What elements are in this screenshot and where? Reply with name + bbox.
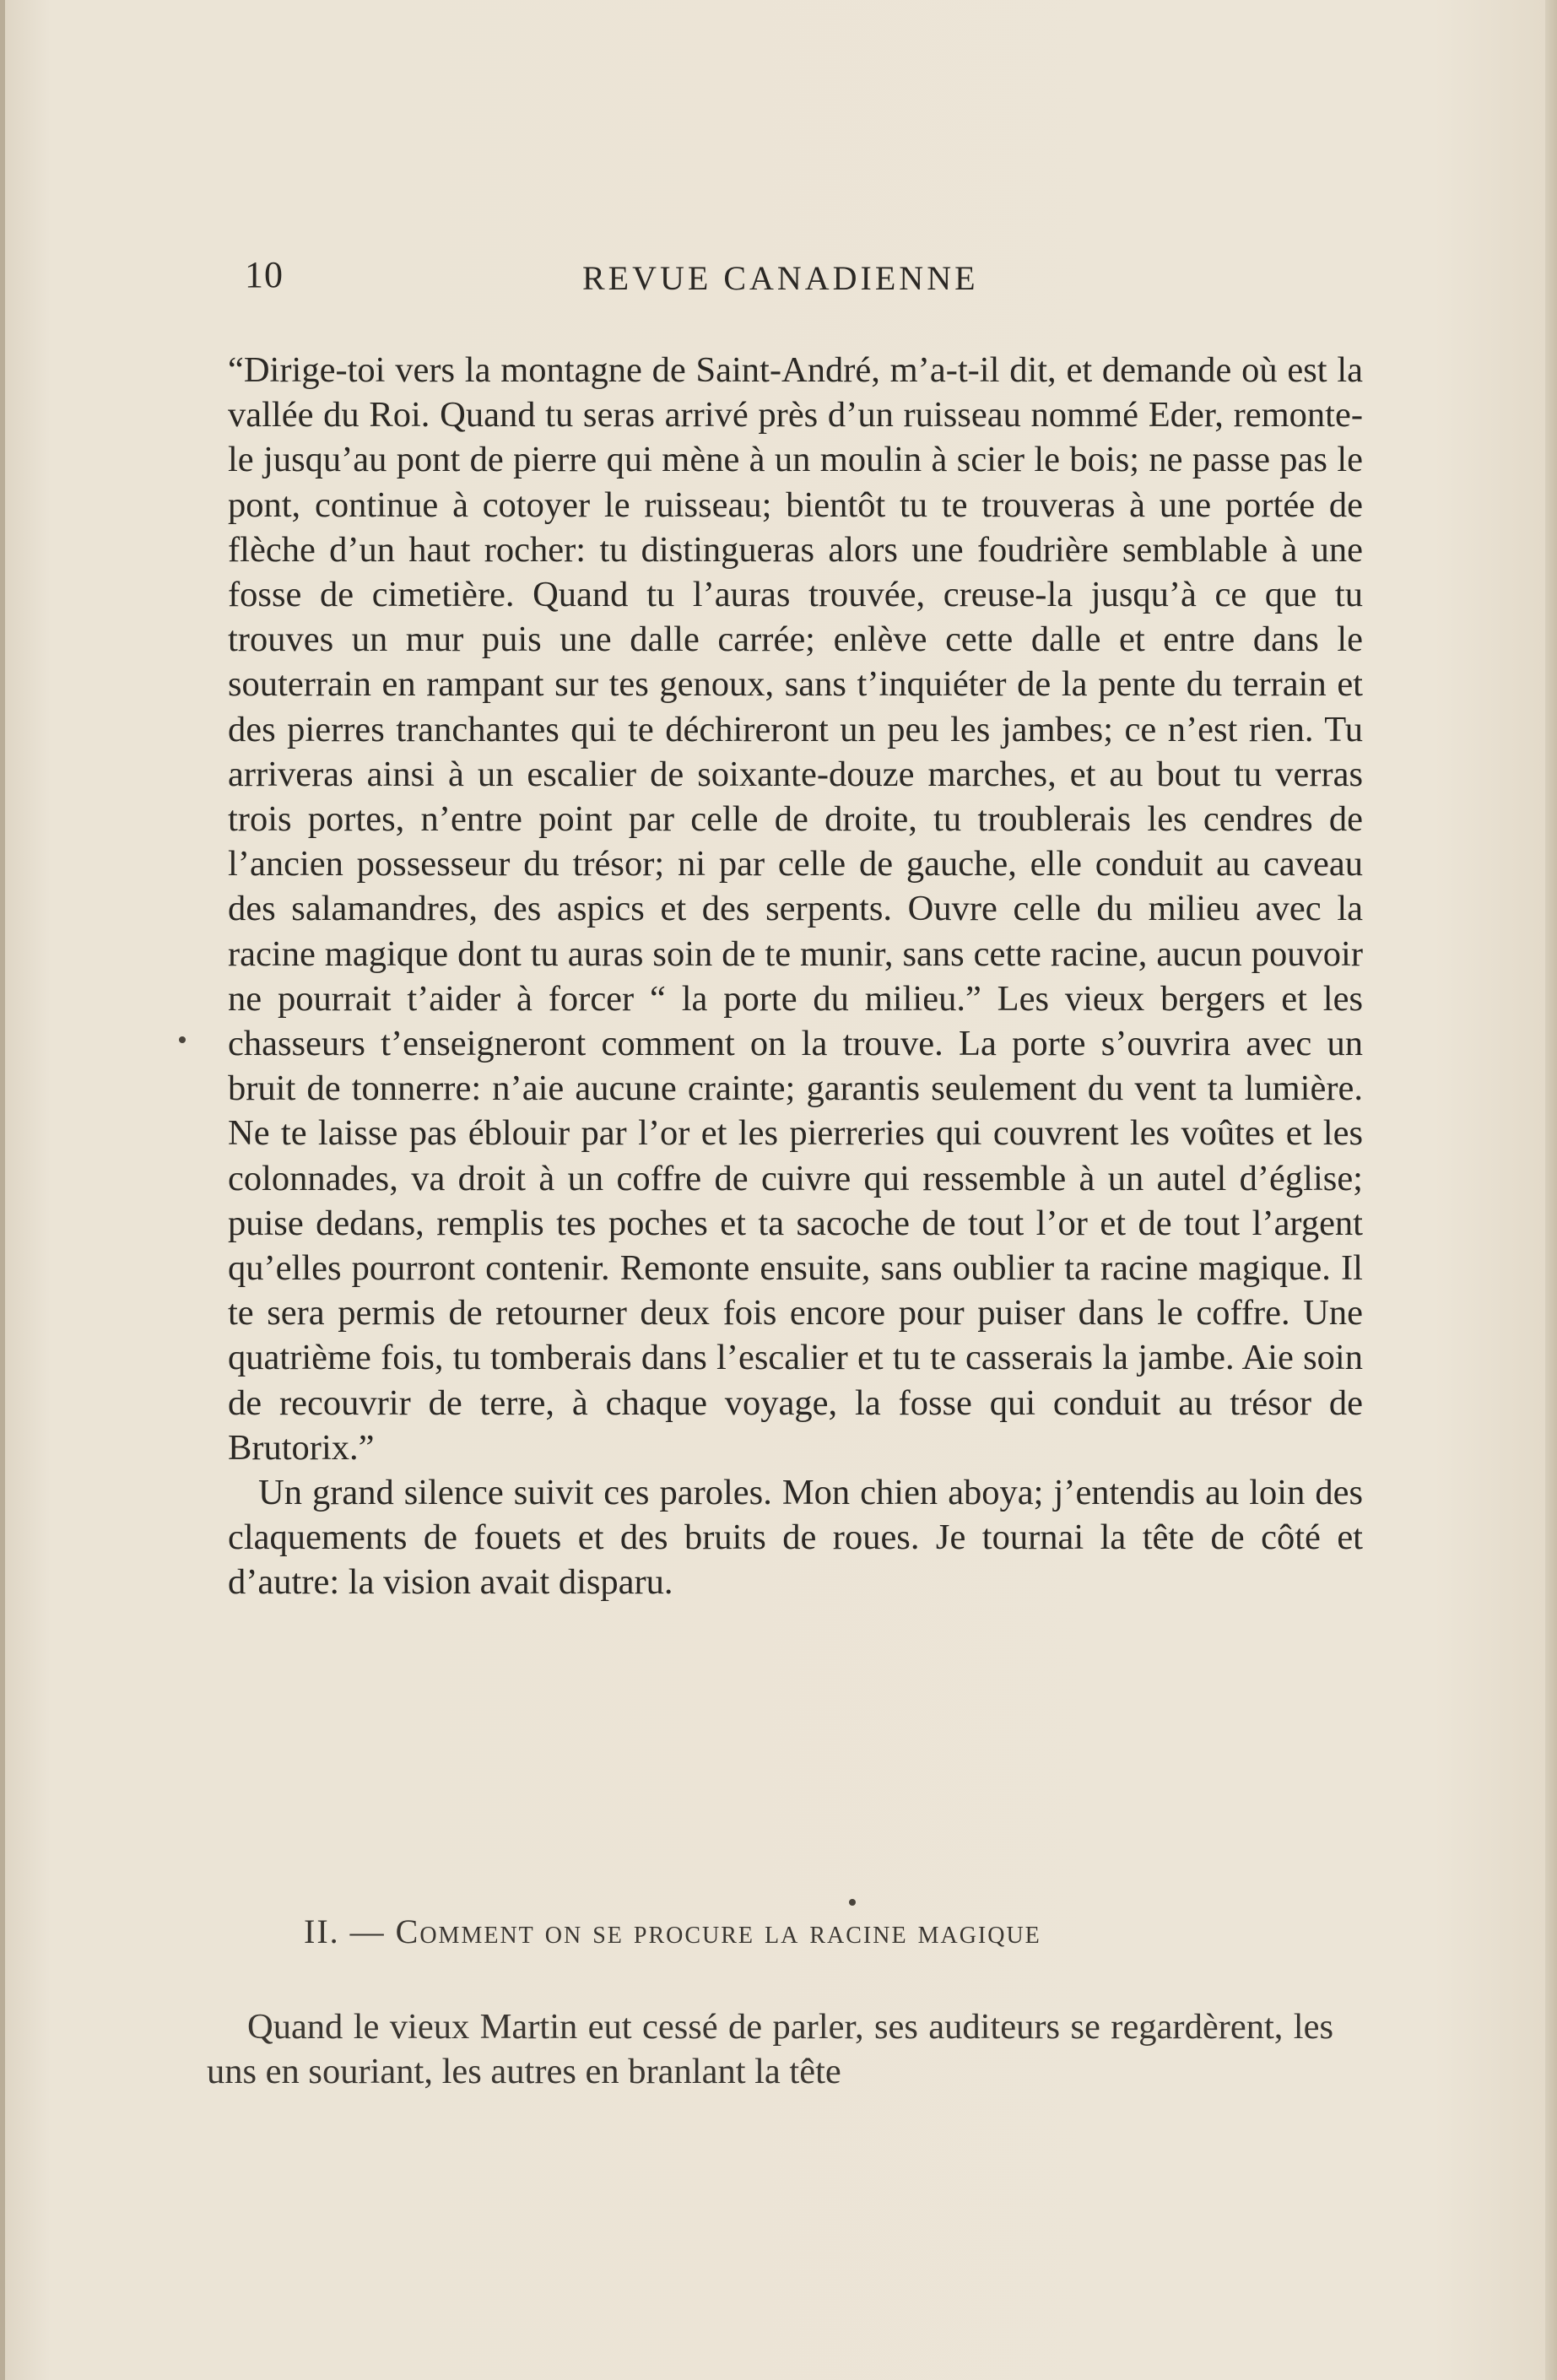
section-title: [396, 1912, 1041, 1950]
section-number: II. —: [304, 1912, 386, 1950]
page-header: [245, 253, 1055, 304]
paragraph-speech: “Dirige-toi vers la montagne de Saint-André, m’a-t-il dit, et demande où est la vallée du Roi. Quand tu seras arrivé près d’un ruisseau nommé Eder, remonte-le jusqu’au pont de pierre qui mène à un moulin à scier le bois; ne passe pas le pont, continue à cotoyer le ruisseau; bientôt tu te trouveras à une portée de flèche d’un haut rocher: tu distingueras alors une foudrière semblable à une fosse de cimetière. Quand tu l’auras trouvée, creuse-la jusqu’à ce que tu trouves un mur puis une dalle carrée; enlève cette dalle et entre dans le souterrain en rampant sur tes genoux, sans t’inquiéter de la pente du terrain et des pierres tranchantes qui te déchireront un peu les jambes; ce n’est rien. Tu arriveras ainsi à un escalier de soixante-douze marches, et au bout tu verras trois portes, n’entre point par celle de droite, tu troublerais les cendres de l’ancien possesseur du trésor; ni par celle de gauche, elle conduit au caveau des salamandres, des aspics et des serpents. Ouvre celle du milieu avec la racine magique dont tu auras soin de te munir, sans cette racine, aucun pouvoir ne pourrait t’aider à forcer “ la porte du milieu.” Les vieux bergers et les chasseurs t’enseigneront comment on la trouve. La porte s’ouvrira avec un bruit de tonnerre: n’aie aucune crainte; garantis seulement du vent ta lumière. Ne te laisse pas éblouir par l’or et les pierreries qui couvrent les voûtes et les colonnades, va droit à un coffre de cuivre qui ressemble à un autel d’église; puise dedans, remplis tes poches et ta sacoche de tout l’or et de tout l’argent qu’elles pourront contenir. Remonte ensuite, sans oublier ta racine magique. Il te sera permis de retourner deux fois encore pour puiser dans le coffre. Une quatrième fois, tu tomberais dans l’escalier et tu te casserais la jambe. Aie soin de recouvrir de terre, à chaque voyage, la fosse qui conduit au trésor de Brutorix.”: [228, 350, 1363, 1468]
continuation-text: [207, 2004, 1333, 2094]
paragraph-continuation: Quand le vieux Martin eut cessé de parler, ses auditeurs se regardèrent, les uns en souriant, les autres en branlant la tête: [207, 2007, 1333, 2091]
paragraph-silence: Un grand silence suivit ces paroles. Mon chien aboya; j’entendis au loin des claquements de fouets et des bruits de roues. Je tournai la tête de côté et d’autre: la vision avait disparu.: [228, 1473, 1363, 1603]
page-right-edge: [1545, 0, 1557, 2380]
main-text: [228, 348, 1363, 1605]
section-title-rest: omment on se procure la racine magique: [419, 1912, 1041, 1950]
section-heading: [304, 1912, 1316, 1951]
section-separator-dot: [849, 1899, 856, 1906]
margin-mark: [179, 1036, 186, 1043]
section-title-initial: C: [395, 1912, 420, 1950]
page-left-edge: [0, 0, 5, 2380]
page-number: 10: [245, 254, 284, 295]
running-title: REVUE CANADIENNE: [582, 259, 979, 297]
